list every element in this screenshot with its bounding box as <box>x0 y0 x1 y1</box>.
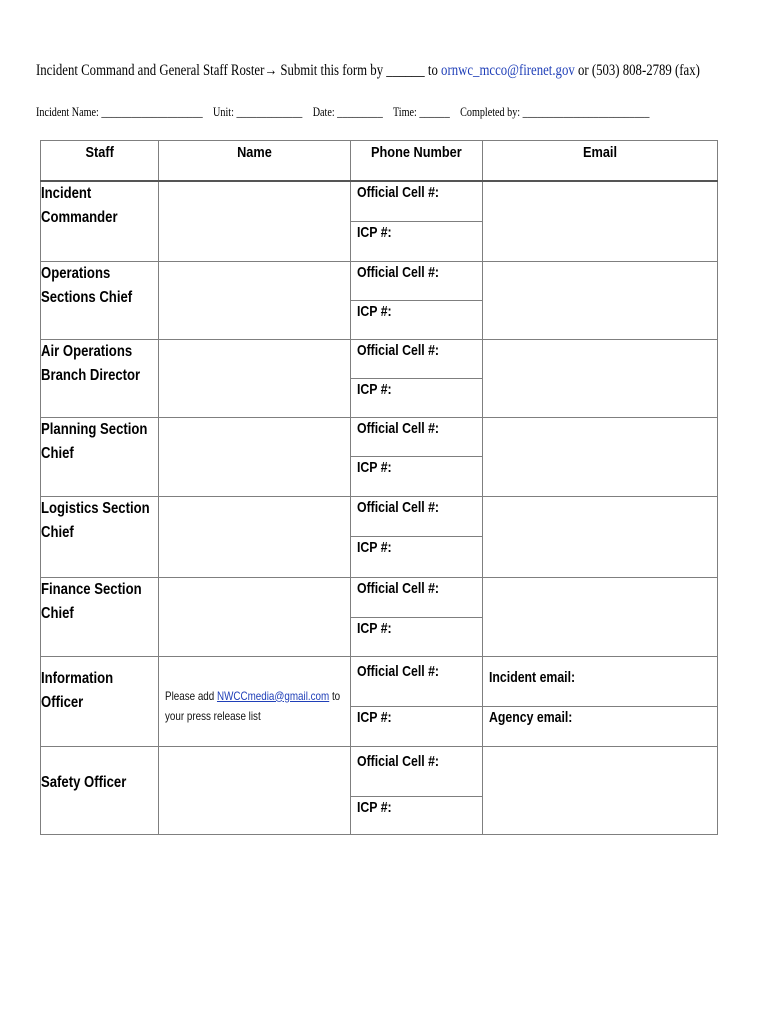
email-column-header: Email <box>483 141 718 182</box>
unit-field[interactable]: Unit: _____________ <box>213 104 303 119</box>
table-row <box>41 339 718 417</box>
official-cell-line[interactable]: Official Cell #: <box>351 497 482 537</box>
phone-cell[interactable] <box>351 746 483 834</box>
phone-cell[interactable] <box>351 417 483 496</box>
submit-email-link[interactable]: ornwc_mcco@firenet.gov <box>441 62 575 79</box>
email-cell[interactable] <box>483 746 718 834</box>
staff-cell: Operations Sections Chief <box>41 261 159 339</box>
staff-cell: Planning Section Chief <box>41 417 159 496</box>
phone-column-header: Phone Number <box>351 141 483 182</box>
staff-cell: Finance Section Chief <box>41 577 159 656</box>
phone-cell[interactable] <box>351 656 483 746</box>
name-cell[interactable] <box>159 656 351 746</box>
email-cell[interactable] <box>483 577 718 656</box>
official-cell-line[interactable]: Official Cell #: <box>351 747 482 797</box>
official-cell-line[interactable]: Official Cell #: <box>351 182 482 222</box>
email-cell[interactable] <box>483 339 718 417</box>
email-cell[interactable] <box>483 496 718 577</box>
table-row <box>41 577 718 656</box>
official-cell-line[interactable]: Official Cell #: <box>351 340 482 379</box>
incident-name-field[interactable]: Incident Name: ____________________ <box>36 104 203 119</box>
table-row <box>41 746 718 834</box>
email-cell[interactable] <box>483 181 718 261</box>
email-cell[interactable] <box>483 417 718 496</box>
incident-email-line[interactable]: Incident email: <box>483 657 717 707</box>
icp-line[interactable]: ICP #: <box>357 458 392 476</box>
phone-cell[interactable] <box>351 181 483 261</box>
staff-cell: Air Operations Branch Director <box>41 339 159 417</box>
table-row <box>41 417 718 496</box>
official-cell-line[interactable]: Official Cell #: <box>351 578 482 618</box>
icp-line[interactable]: ICP #: <box>357 798 392 816</box>
email-cell[interactable] <box>483 261 718 339</box>
completed-by-field[interactable]: Completed by: _________________________ <box>460 104 650 119</box>
icp-line[interactable]: ICP #: <box>357 224 392 241</box>
phone-cell[interactable] <box>351 261 483 339</box>
name-cell[interactable] <box>159 577 351 656</box>
name-cell[interactable] <box>159 746 351 834</box>
title-fax: or (503) 808-2789 (fax) <box>574 62 700 79</box>
icp-line[interactable]: ICP #: <box>357 708 392 726</box>
staff-cell: Incident Commander <box>41 181 159 261</box>
time-field[interactable]: Time: ______ <box>392 104 450 119</box>
official-cell-line[interactable]: Official Cell #: <box>351 418 482 457</box>
table-header-row <box>41 141 718 182</box>
email-cell[interactable] <box>483 656 718 746</box>
table-row <box>41 261 718 339</box>
date-field[interactable]: Date: _________ <box>312 104 383 119</box>
name-cell[interactable] <box>159 339 351 417</box>
icp-line[interactable]: ICP #: <box>357 380 392 398</box>
phone-cell[interactable] <box>351 496 483 577</box>
agency-email-line[interactable]: Agency email: <box>489 708 573 726</box>
incident-meta <box>36 104 657 120</box>
icp-line[interactable]: ICP #: <box>357 619 392 637</box>
phone-cell[interactable] <box>351 339 483 417</box>
icp-line[interactable]: ICP #: <box>357 302 392 320</box>
name-cell[interactable] <box>159 181 351 261</box>
name-column-header: Name <box>159 141 351 182</box>
form-title <box>36 62 700 80</box>
table-row <box>41 496 718 577</box>
table-row <box>41 656 718 746</box>
nwcc-media-email-link[interactable]: NWCCmedia@gmail.com <box>216 688 330 703</box>
name-cell[interactable] <box>159 261 351 339</box>
official-cell-line[interactable]: Official Cell #: <box>351 262 482 301</box>
name-cell[interactable] <box>159 417 351 496</box>
press-release-note: Please add NWCCmedia@gmail.com to your press release list <box>165 688 341 723</box>
table-row <box>41 181 718 261</box>
official-cell-line[interactable]: Official Cell #: <box>351 657 482 707</box>
name-cell[interactable] <box>159 496 351 577</box>
staff-cell: Logistics Section Chief <box>41 496 159 577</box>
phone-cell[interactable] <box>351 577 483 656</box>
staff-column-header: Staff <box>41 141 159 182</box>
icp-line[interactable]: ICP #: <box>357 538 392 556</box>
staff-cell: Information Officer <box>41 656 159 746</box>
title-text: Incident Command and General Staff Roster→ Submit this form by ______ to <box>36 62 442 79</box>
staff-cell: Safety Officer <box>41 746 159 834</box>
staff-roster-table <box>40 140 718 835</box>
